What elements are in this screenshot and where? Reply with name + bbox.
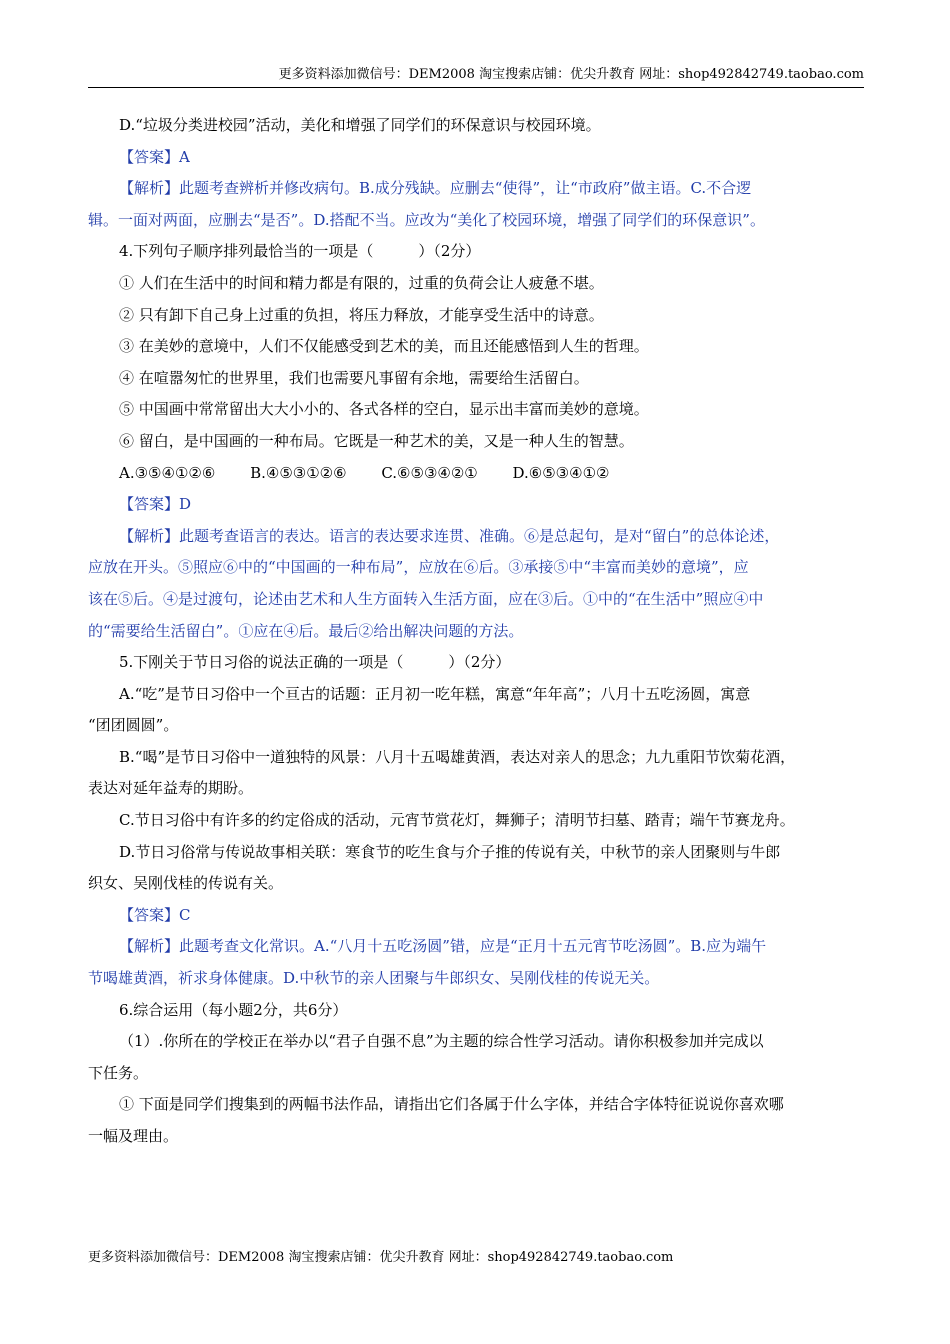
q4-sentence: ③ 在美妙的意境中，人们不仅能感受到艺术的美，而且还能感悟到人生的哲理。 [119, 337, 649, 356]
q4-option-b: B.④⑤③①②⑥ [250, 463, 347, 482]
q4-stem: 4.下列句子顺序排列最恰当的一项是（ ）（2分） [119, 242, 481, 261]
q6-task: ① 下面是同学们搜集到的两幅书法作品，请指出它们各属于什么字体，并结合字体特征说说你喜欢哪 [119, 1095, 784, 1114]
page-header: 更多资料添加微信号：DEM2008 淘宝搜索店铺：优尖升教育 网址：shop492842749.taobao.com [88, 66, 864, 88]
q5-option-d-cont: 织女、吴刚伐桂的传说有关。 [88, 874, 284, 893]
q5-option-a: A.“吃”是节日习俗中一个亘古的话题：正月初一吃年糕，寓意“年年高”；八月十五吃汤圆，寓意 [119, 684, 751, 703]
q4-analysis-line: 的“需要给生活留白”。①应在④后。最后②给出解决问题的方法。 [88, 621, 524, 640]
q6-task-cont: 一幅及理由。 [88, 1127, 179, 1145]
q4-option-d: D.⑥⑤③④①② [512, 463, 610, 482]
q4-analysis-line: 【解析】此题考查语言的表达。语言的表达要求连贯、准确。⑥是总起句，是对“留白”的总体论述， [119, 526, 780, 545]
q4-analysis-line: 该在⑤后。④是过渡句，论述由艺术和人生方面转入生活方面，应在③后。①中的“在生活中”照应④中 [88, 589, 764, 608]
page-footer: 更多资料添加微信号：DEM2008 淘宝搜索店铺：优尖升教育 网址：shop492842749.taobao.com [88, 1250, 674, 1265]
q4-options [88, 458, 864, 490]
q5-stem: 5.下刚关于节日习俗的说法正确的一项是（ ）（2分） [119, 653, 511, 672]
q5-option-b: B.“喝”是节日习俗中一道独特的风景：八月十五喝雄黄酒，表达对亲人的思念；九九重阳节饮菊花酒， [119, 747, 796, 766]
q5-analysis-line: 【解析】此题考查文化常识。A.“八月十五吃汤圆”错，应是“正月十五元宵节吃汤圆”。B.应为端午 [119, 937, 767, 956]
q4-sentence: ⑤ 中国画中常常留出大大小小的、各式各样的空白，显示出丰富而美妙的意境。 [119, 400, 649, 419]
q5-option-b-cont: 表达对延年益寿的期盼。 [88, 779, 254, 798]
q3-analysis-line: 辑。一面对两面，应删去“是否”。D.搭配不当。应改为“美化了校园环境，增强了同学们的环保意识”。 [88, 210, 765, 229]
q4-sentence: ① 人们在生活中的时间和精力都是有限的，过重的负荷会让人疲惫不堪。 [119, 273, 604, 292]
q6-part1-cont: 下任务。 [88, 1063, 149, 1082]
q4-answer: 【答案】D [119, 495, 192, 514]
q6-part1: （1）.你所在的学校正在举办以“君子自强不息”为主题的综合性学习活动。请你积极参加并完成以 [119, 1032, 764, 1051]
q3-analysis-line: 【解析】此题考查辨析并修改病句。B.成分残缺。应删去“使得”，让“市政府”做主语。C.不合逻 [119, 179, 752, 198]
q4-option-c: C.⑥⑤③④②① [381, 463, 478, 482]
q5-answer: 【答案】C [119, 905, 191, 924]
q4-analysis-line: 应放在开头。⑤照应⑥中的“中国画的一种布局”，应放在⑥后。③承接⑤中“丰富而美妙的意境”，应 [88, 558, 749, 577]
q4-sentence: ② 只有卸下自己身上过重的负担，将压力释放，才能享受生活中的诗意。 [119, 305, 604, 324]
q3-option-d: D.“垃圾分类进校园”活动，美化和增强了同学们的环保意识与校园环境。 [119, 116, 601, 134]
q4-sentence: ⑥ 留白，是中国画的一种布局。它既是一种艺术的美，又是一种人生的智慧。 [119, 431, 634, 450]
q5-option-d: D.节日习俗常与传说故事相关联：寒食节的吃生食与介子推的传说有关，中秋节的亲人团聚则与牛郎 [119, 842, 781, 861]
q5-analysis-line: 节喝雄黄酒，祈求身体健康。D.中秋节的亲人团聚与牛郎织女、吴刚伐桂的传说无关。 [88, 969, 660, 988]
q3-answer: 【答案】A [119, 147, 190, 166]
document-body [88, 110, 864, 1153]
q6-stem: 6.综合运用（每小题2分，共6分） [119, 1000, 348, 1019]
q5-option-a-cont: “团团圆圆”。 [88, 716, 179, 735]
q4-option-a: A.③⑤④①②⑥ [119, 463, 216, 482]
q4-sentence: ④ 在喧嚣匆忙的世界里，我们也需要凡事留有余地，需要给生活留白。 [119, 368, 589, 387]
q5-option-c: C.节日习俗中有许多的约定俗成的活动，元宵节赏花灯，舞狮子；清明节扫墓、踏青；端午节赛龙舟。 [119, 811, 795, 830]
